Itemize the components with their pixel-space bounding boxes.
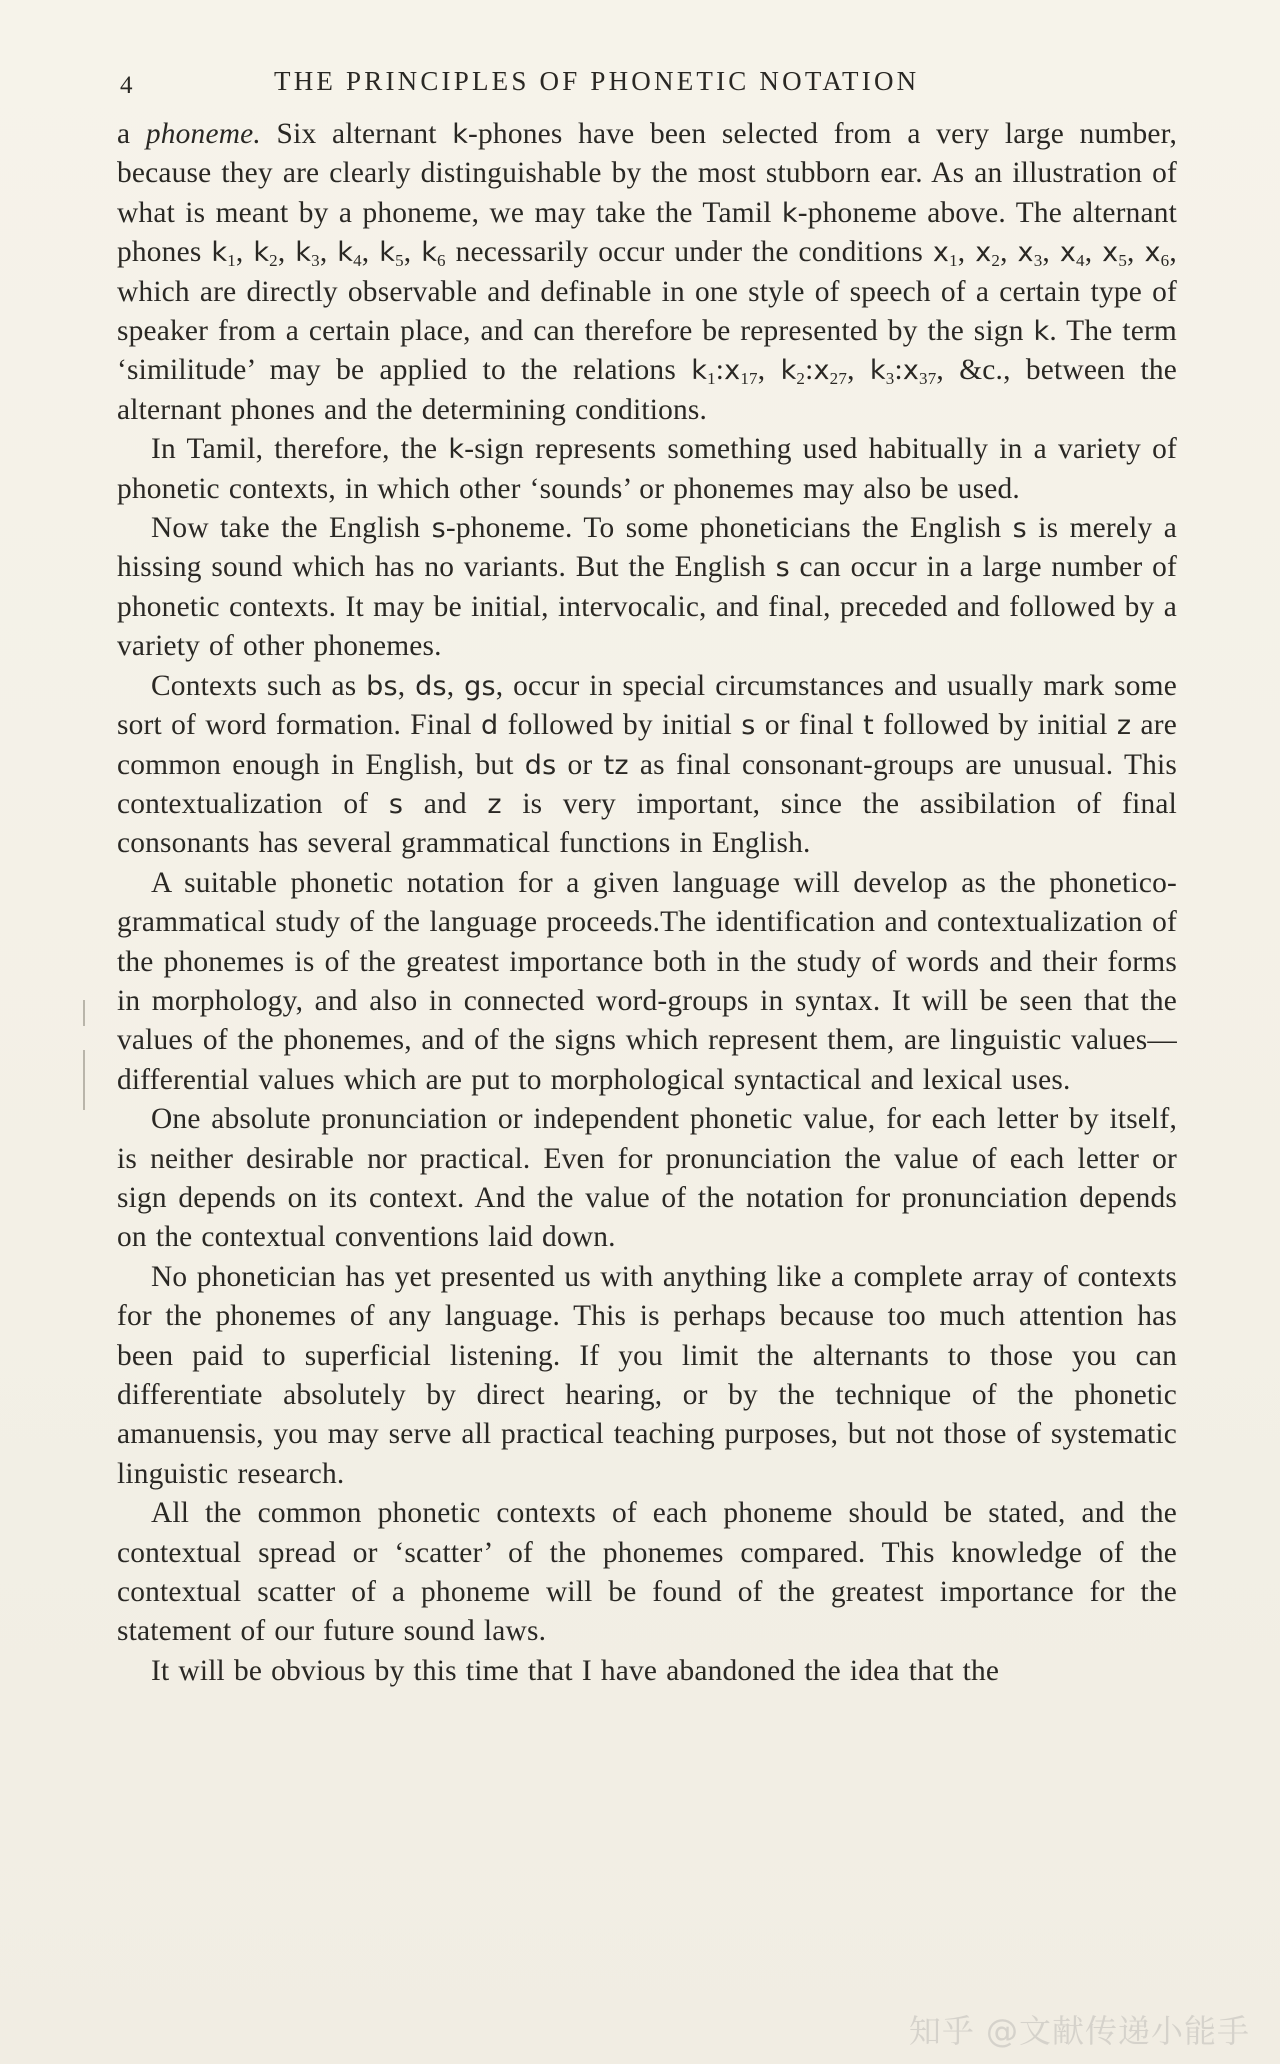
phonetic-symbol: k xyxy=(781,197,798,229)
paragraph: In Tamil, therefore, the k-sign represents something used habitually in a variety of phonetic contexts, in which other ‘sounds’ or phonemes may also be used. xyxy=(117,433,1177,505)
page-number: 4 xyxy=(120,72,134,99)
body-text xyxy=(117,115,1177,1691)
paragraph: Contexts such as bs, ds, gs, occur in special circumstances and usually mark some sort of word formation. Final d followed by initial s or final t followed by initial z are common enough in English, but ds or tz as final consonant-groups are unusual. This contextualization of s and z is very important, since the assibilation of final consonants has several grammatical functions in English. xyxy=(117,669,1178,860)
margin-marks xyxy=(80,1000,90,1130)
paragraph: a phoneme. Six alternant k-phones have been selected from a very large number, because they are clearly distinguishable by the most stubborn ear. As an illustration of what is meant by a phoneme, we may take the Tamil k-phoneme above. The alternant phones $k_1$, $k_2$, $k_3$, $k_4$, $k_5$, $k_6$ necessarily occur under the conditions $x_1$, $x_2$, $x_3$, $x_4$, $x_5$, $x_6$, which are directly observable and definable in one style of speech of a certain type of speaker from a certain place, and can therefore be represented by the sign k. The term ‘similitude’ may be applied to the relations $k_1:x_{17}$, $k_2:x_{27}$, $k_3:x_{37}$, &c., between the alternant phones and the determining conditions. xyxy=(117,118,1178,426)
paragraph: One absolute pronunciation or independent phonetic value, for each letter by itself, is neither desirable nor practical. Even for pronunciation the value of each letter or sign depends on its context. And the value of the notation for pronunciation depends on the contextual conventions laid down. xyxy=(117,1103,1177,1254)
phonetic-symbol: k xyxy=(452,119,469,150)
watermark: 知乎 @文献传递小能手 xyxy=(908,2012,1250,2050)
running-head: THE PRINCIPLES OF PHONETIC NOTATION xyxy=(274,66,920,96)
paragraph: All the common phonetic contexts of each phoneme should be stated, and the contextual spread or ‘scatter’ of the phonemes compared. This knowledge of the contextual scatter of a phoneme will be found of the greatest importance for the statement of our future sound laws. xyxy=(117,1497,1177,1648)
paragraph: Now take the English s-phoneme. To some phoneticians the English s is merely a hissing sound which has no variants. But the English s can occur in a large number of phonetic contexts. It may be initial, intervocalic, and final, preceded and followed by a variety of other phonemes. xyxy=(117,512,1177,663)
phonetic-symbol: k xyxy=(448,434,465,466)
paragraph: It will be obvious by this time that I have abandoned the idea that the xyxy=(151,1654,1000,1687)
italic-term: phoneme. xyxy=(145,118,261,150)
page-header xyxy=(120,66,1180,106)
paragraph: No phonetician has yet presented us with anything like a complete array of contexts for the phonemes of any language. This is perhaps because too much attention has been paid to superficial listening. If you limit the alternants to those you can differentiate absolutely by direct hearing, or by the technique of the phonetic amanuensis, you may serve all practical teaching purposes, but not those of systematic linguistic research. xyxy=(117,1260,1177,1490)
paragraph: A suitable phonetic notation for a given language will develop as the phonetico-grammatical study of the language proceeds.The identification and contextualization of the phonemes is of the greatest importance both in the study of words and their forms in morphology, and also in connected word-groups in syntax. It will be seen that the values of the phonemes, and of the signs which represent them, are linguistic values—differential values which are put to morphological syntactical and lexical uses. xyxy=(117,866,1177,1096)
